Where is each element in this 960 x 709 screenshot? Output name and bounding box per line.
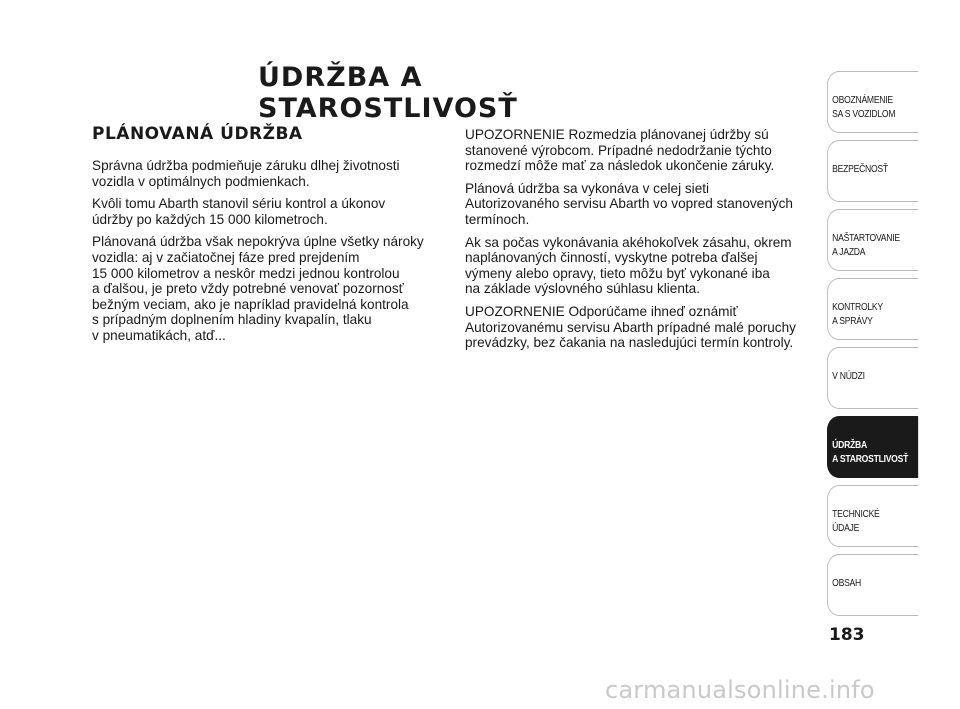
tab-v-nudzi[interactable]: V NÚDZI [827,347,918,409]
paragraph: Správna údržba podmieňuje záruku dlhej životnosti vozidla v optimálnych podmienkach. [92,158,400,189]
page-number: 183 [829,625,865,645]
warning-paragraph: UPOZORNENIE Rozmedzia plánovanej údržby sú stanovené výrobcom. Prípadné nedodržanie týchto rozmedzí môže mať za následok ukončenie záruky. [465,127,775,174]
warning-paragraph: UPOZORNENIE Odporúčame ihneď oznámiť Autorizovanému servisu Abarth prípadné malé poruchy prevádzky, bez čakania na nasledujúci termín kontroly. [465,303,796,351]
watermark: carmanualsonline.info [605,676,875,704]
paragraph: Kvôli tomu Abarth stanovil sériu kontrol a úkonov údržby po každých 15 000 kilometroch. [92,196,386,227]
tab-technicke-udaje[interactable]: TECHNICKÉ ÚDAJE [827,485,918,547]
paragraph: Ak sa počas vykonávania akéhokoľvek zásahu, okrem naplánovaných činností, vyskytne potreba ďalšej výmeny alebo opravy, tieto môžu byť vykonané iba na základe výslovného súhlasu klienta. [465,234,792,297]
left-column [92,124,442,351]
paragraph: Plánovaná údržba však nepokrýva úplne všetky nároky vozidla: aj v začiatočnej fáze pred prejdením 15 000 kilometrov a neskôr medzi jednou kontrolou a ďalšou, je preto vždy potrebné venovať pozornosť bežným veciam, ako je napríklad pravidelná kontrola s prípadným doplnením hladiny kvapalín, tlaku v pneumatikách, atď... [92,234,424,343]
tab-oboznamenie[interactable]: OBOZNÁMENIE SA S VOZIDLOM [827,71,918,133]
chapter-tabs [827,71,919,623]
right-column [465,127,825,358]
tab-bezpecnost[interactable]: BEZPEČNOSŤ [827,140,918,202]
page-title: ÚDRŽBA A STAROSTLIVOSŤ [258,62,518,124]
tab-obsah[interactable]: OBSAH [827,554,918,616]
paragraph: Plánová údržba sa vykonáva v celej sieti Autorizovaného servisu Abarth vo vopred stanovených termínoch. [465,180,793,227]
tab-udrzba-active[interactable]: ÚDRŽBA A STAROSTLIVOSŤ [827,416,918,478]
tab-nastartovanie[interactable]: NAŠTARTOVANIE A JAZDA [827,209,918,271]
tab-kontrolky[interactable]: KONTROLKY A SPRÁVY [827,278,918,340]
section-heading: PLÁNOVANÁ ÚDRŽBA [92,124,303,144]
